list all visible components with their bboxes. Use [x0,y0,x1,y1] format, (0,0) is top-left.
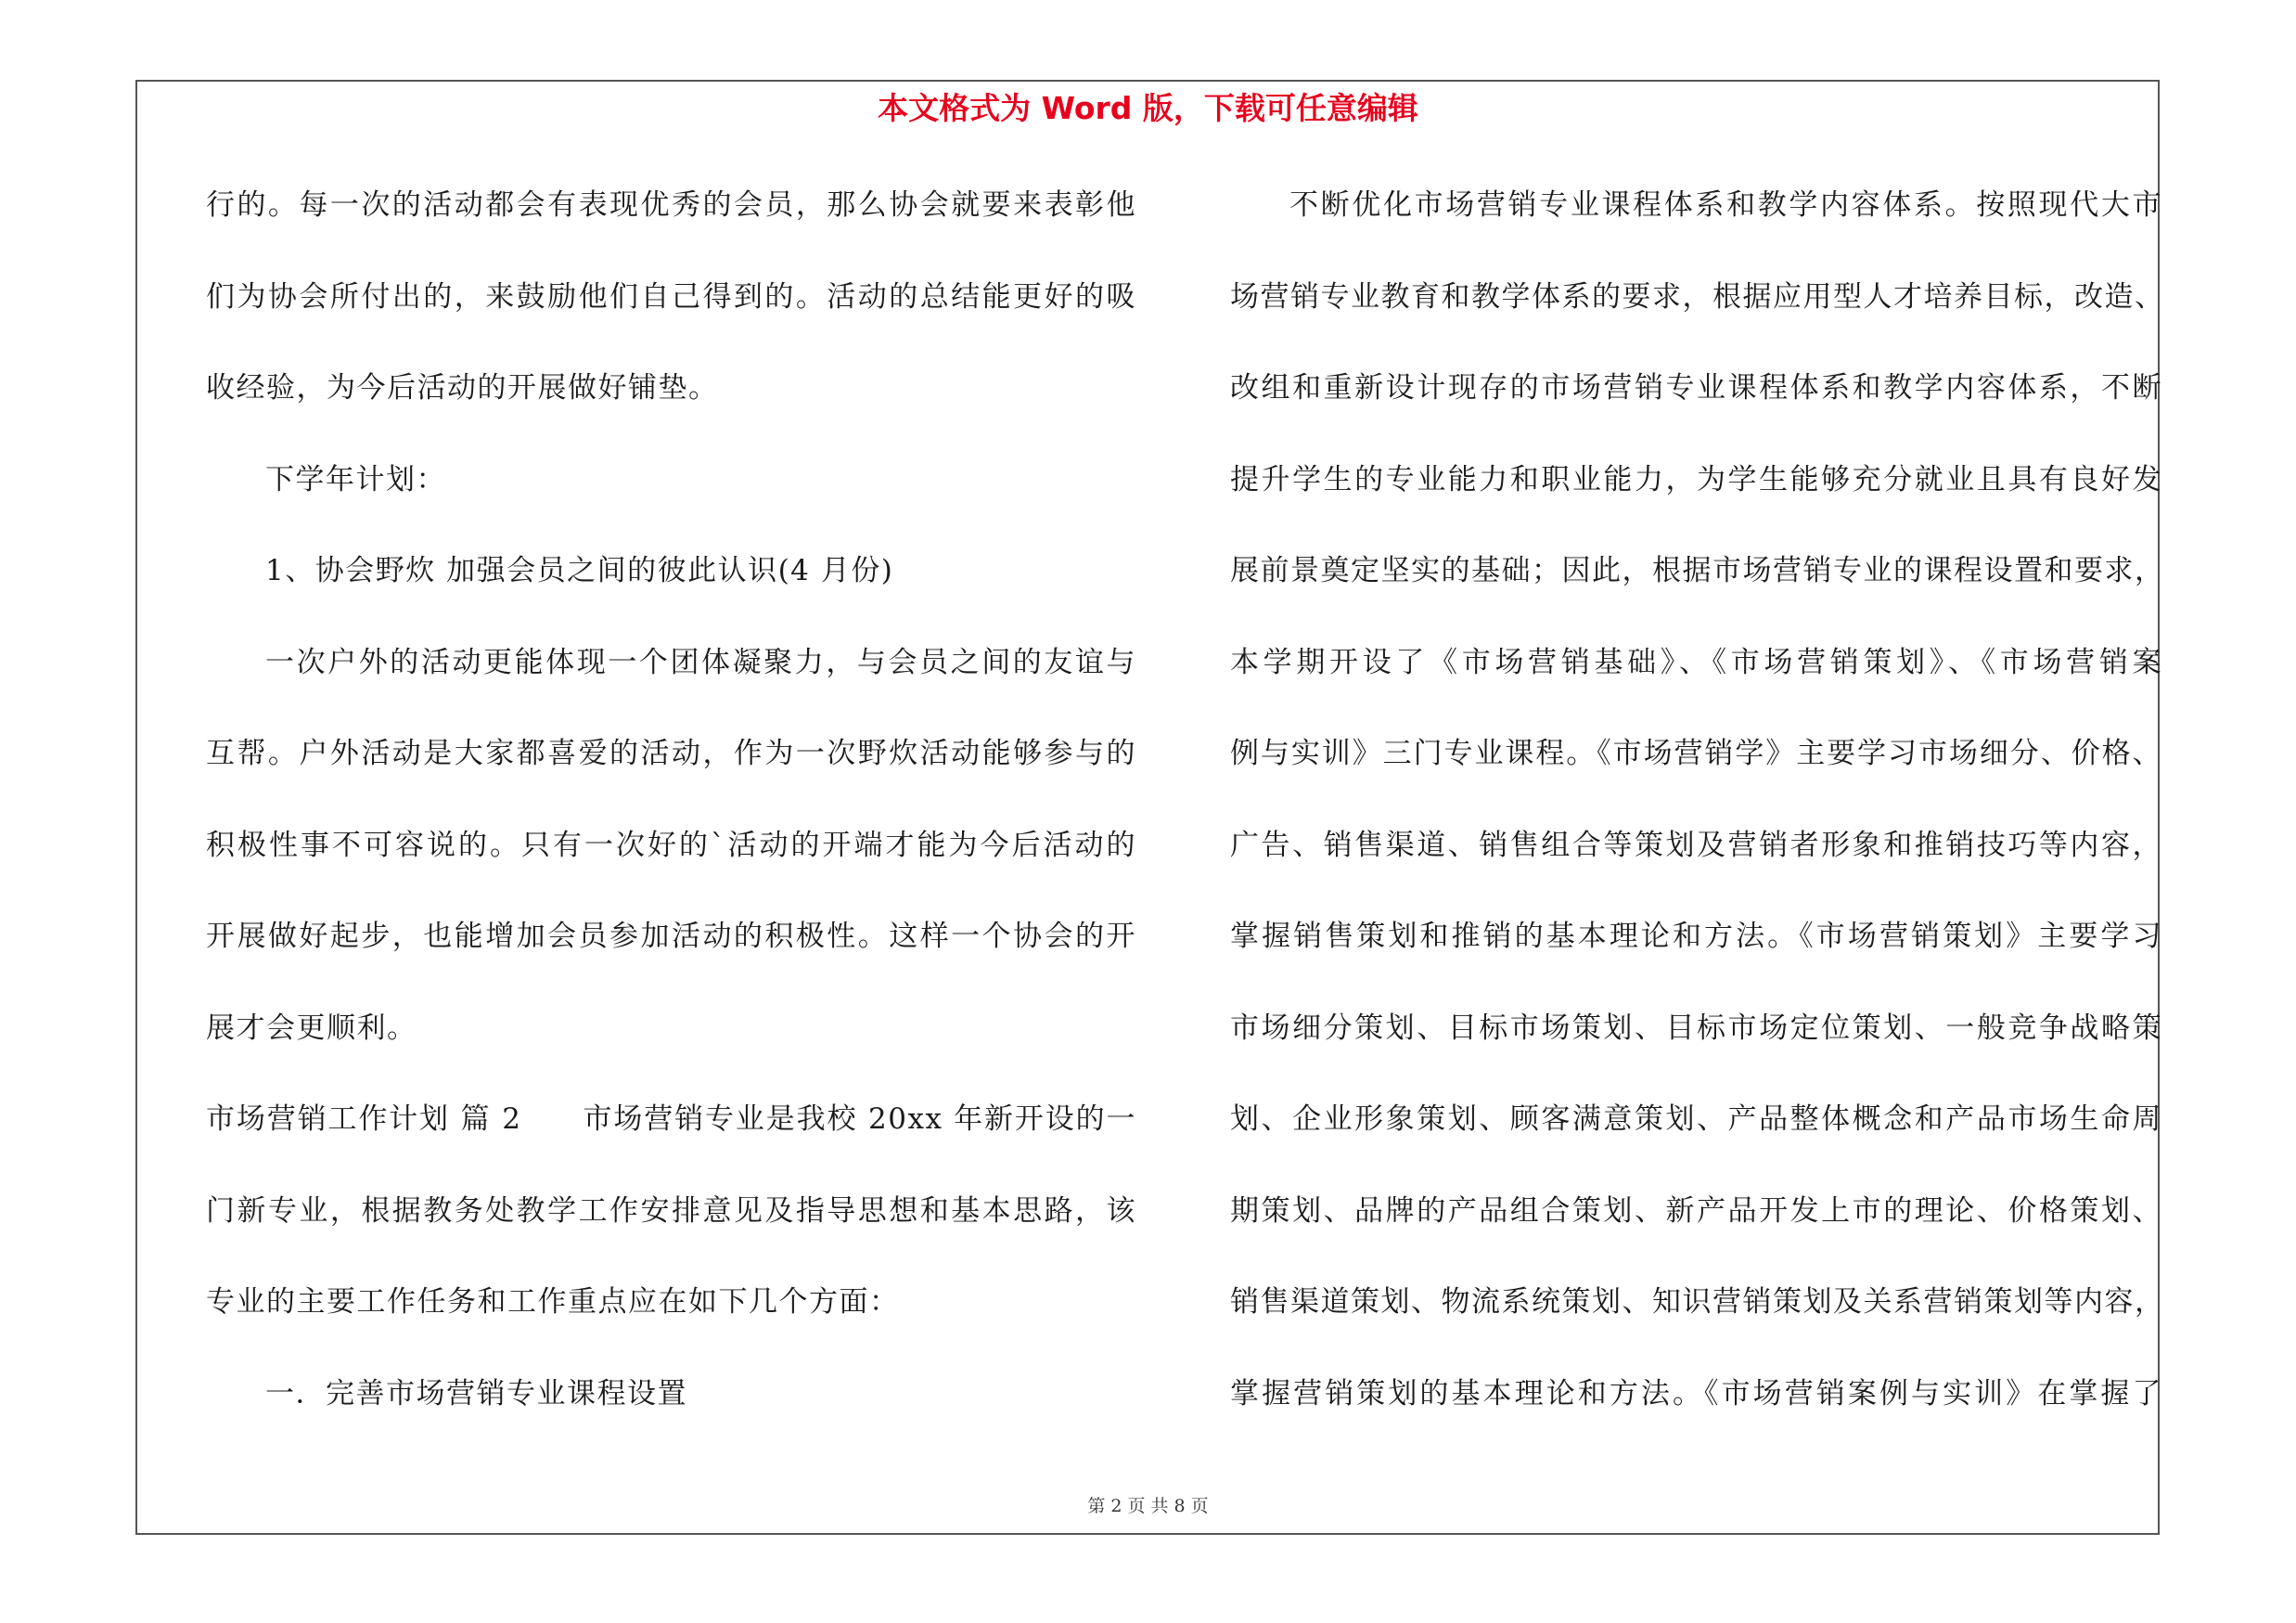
format-banner: 本文格式为 Word 版，下载可任意编辑 [878,90,1418,126]
left-line-1: 行的。每一次的活动都会有表现优秀的会员，那么协会就要来表彰他 [206,188,1136,222]
right-line-10: 市场细分策划、目标市场策划、目标市场定位策划、一般竞争战略策 [1230,1011,2162,1045]
right-line-14: 掌握营销策划的基本理论和方法。《市场营销案例与实训》在掌握了 [1230,1376,2162,1410]
left-line-14: 一．完善市场营销专业课程设置 [265,1376,687,1410]
right-line-8: 广告、销售渠道、销售组合等策划及营销者形象和推销技巧等内容， [1230,828,2162,862]
left-line-5: 1、协会野炊 加强会员之间的彼此认识(4 月份) [265,554,894,587]
right-line-9: 掌握销售策划和推销的基本理论和方法。《市场营销策划》主要学习 [1230,920,2162,953]
left-line-7: 互帮。户外活动是大家都喜爱的活动，作为一次野炊活动能够参与的 [206,737,1136,770]
right-line-4: 提升学生的专业能力和职业能力，为学生能够充分就业且具有良好发 [1230,462,2162,496]
page-number-footer: 第 2 页 共 8 页 [1087,1496,1209,1516]
right-line-5: 展前景奠定坚实的基础；因此，根据市场营销专业的课程设置和要求， [1230,554,2165,587]
left-line-10: 展才会更顺利。 [206,1011,417,1045]
left-line-11: 市场营销工作计划 篇 2 市场营销专业是我校 20xx 年新开设的一 [206,1102,1136,1136]
left-line-12: 门新专业，根据教务处教学工作安排意见及指导思想和基本思路，该 [206,1193,1136,1228]
right-line-11: 划、企业形象策划、顾客满意策划、产品整体概念和产品市场生命周 [1230,1102,2162,1136]
left-line-6: 一次户外的活动更能体现一个团体凝聚力，与会员之间的友谊与 [265,645,1136,679]
left-line-13: 专业的主要工作任务和工作重点应在如下几个方面： [206,1285,900,1319]
left-line-9: 开展做好起步，也能增加会员参加活动的积极性。这样一个协会的开 [206,920,1136,953]
left-line-3: 收经验，为今后活动的开展做好铺垫。 [206,371,719,405]
left-line-2: 们为协会所付出的，来鼓励他们自己得到的。活动的总结能更好的吸 [206,279,1136,314]
left-column [206,182,1136,1462]
right-line-12: 期策划、品牌的产品组合策划、新产品开发上市的理论、价格策划、 [1230,1193,2162,1228]
right-line-6: 本学期开设了《市场营销基础》、《市场营销策划》、《市场营销案 [1230,645,2162,679]
left-line-8: 积极性事不可容说的。只有一次好的`活动的开端才能为今后活动的 [206,828,1136,862]
right-line-2: 场营销专业教育和教学体系的要求，根据应用型人才培养目标，改造、 [1230,279,2165,314]
right-line-1: 不断优化市场营销专业课程体系和教学内容体系。按照现代大市 [1289,188,2162,222]
right-line-7: 例与实训》三门专业课程。《市场营销学》主要学习市场细分、价格、 [1230,737,2162,770]
right-line-3: 改组和重新设计现存的市场营销专业课程体系和教学内容体系，不断 [1230,371,2162,405]
right-column [1230,182,2165,1462]
left-line-4: 下学年计划： [265,462,446,496]
right-line-13: 销售渠道策划、物流系统策划、知识营销策划及关系营销策划等内容， [1230,1285,2165,1319]
